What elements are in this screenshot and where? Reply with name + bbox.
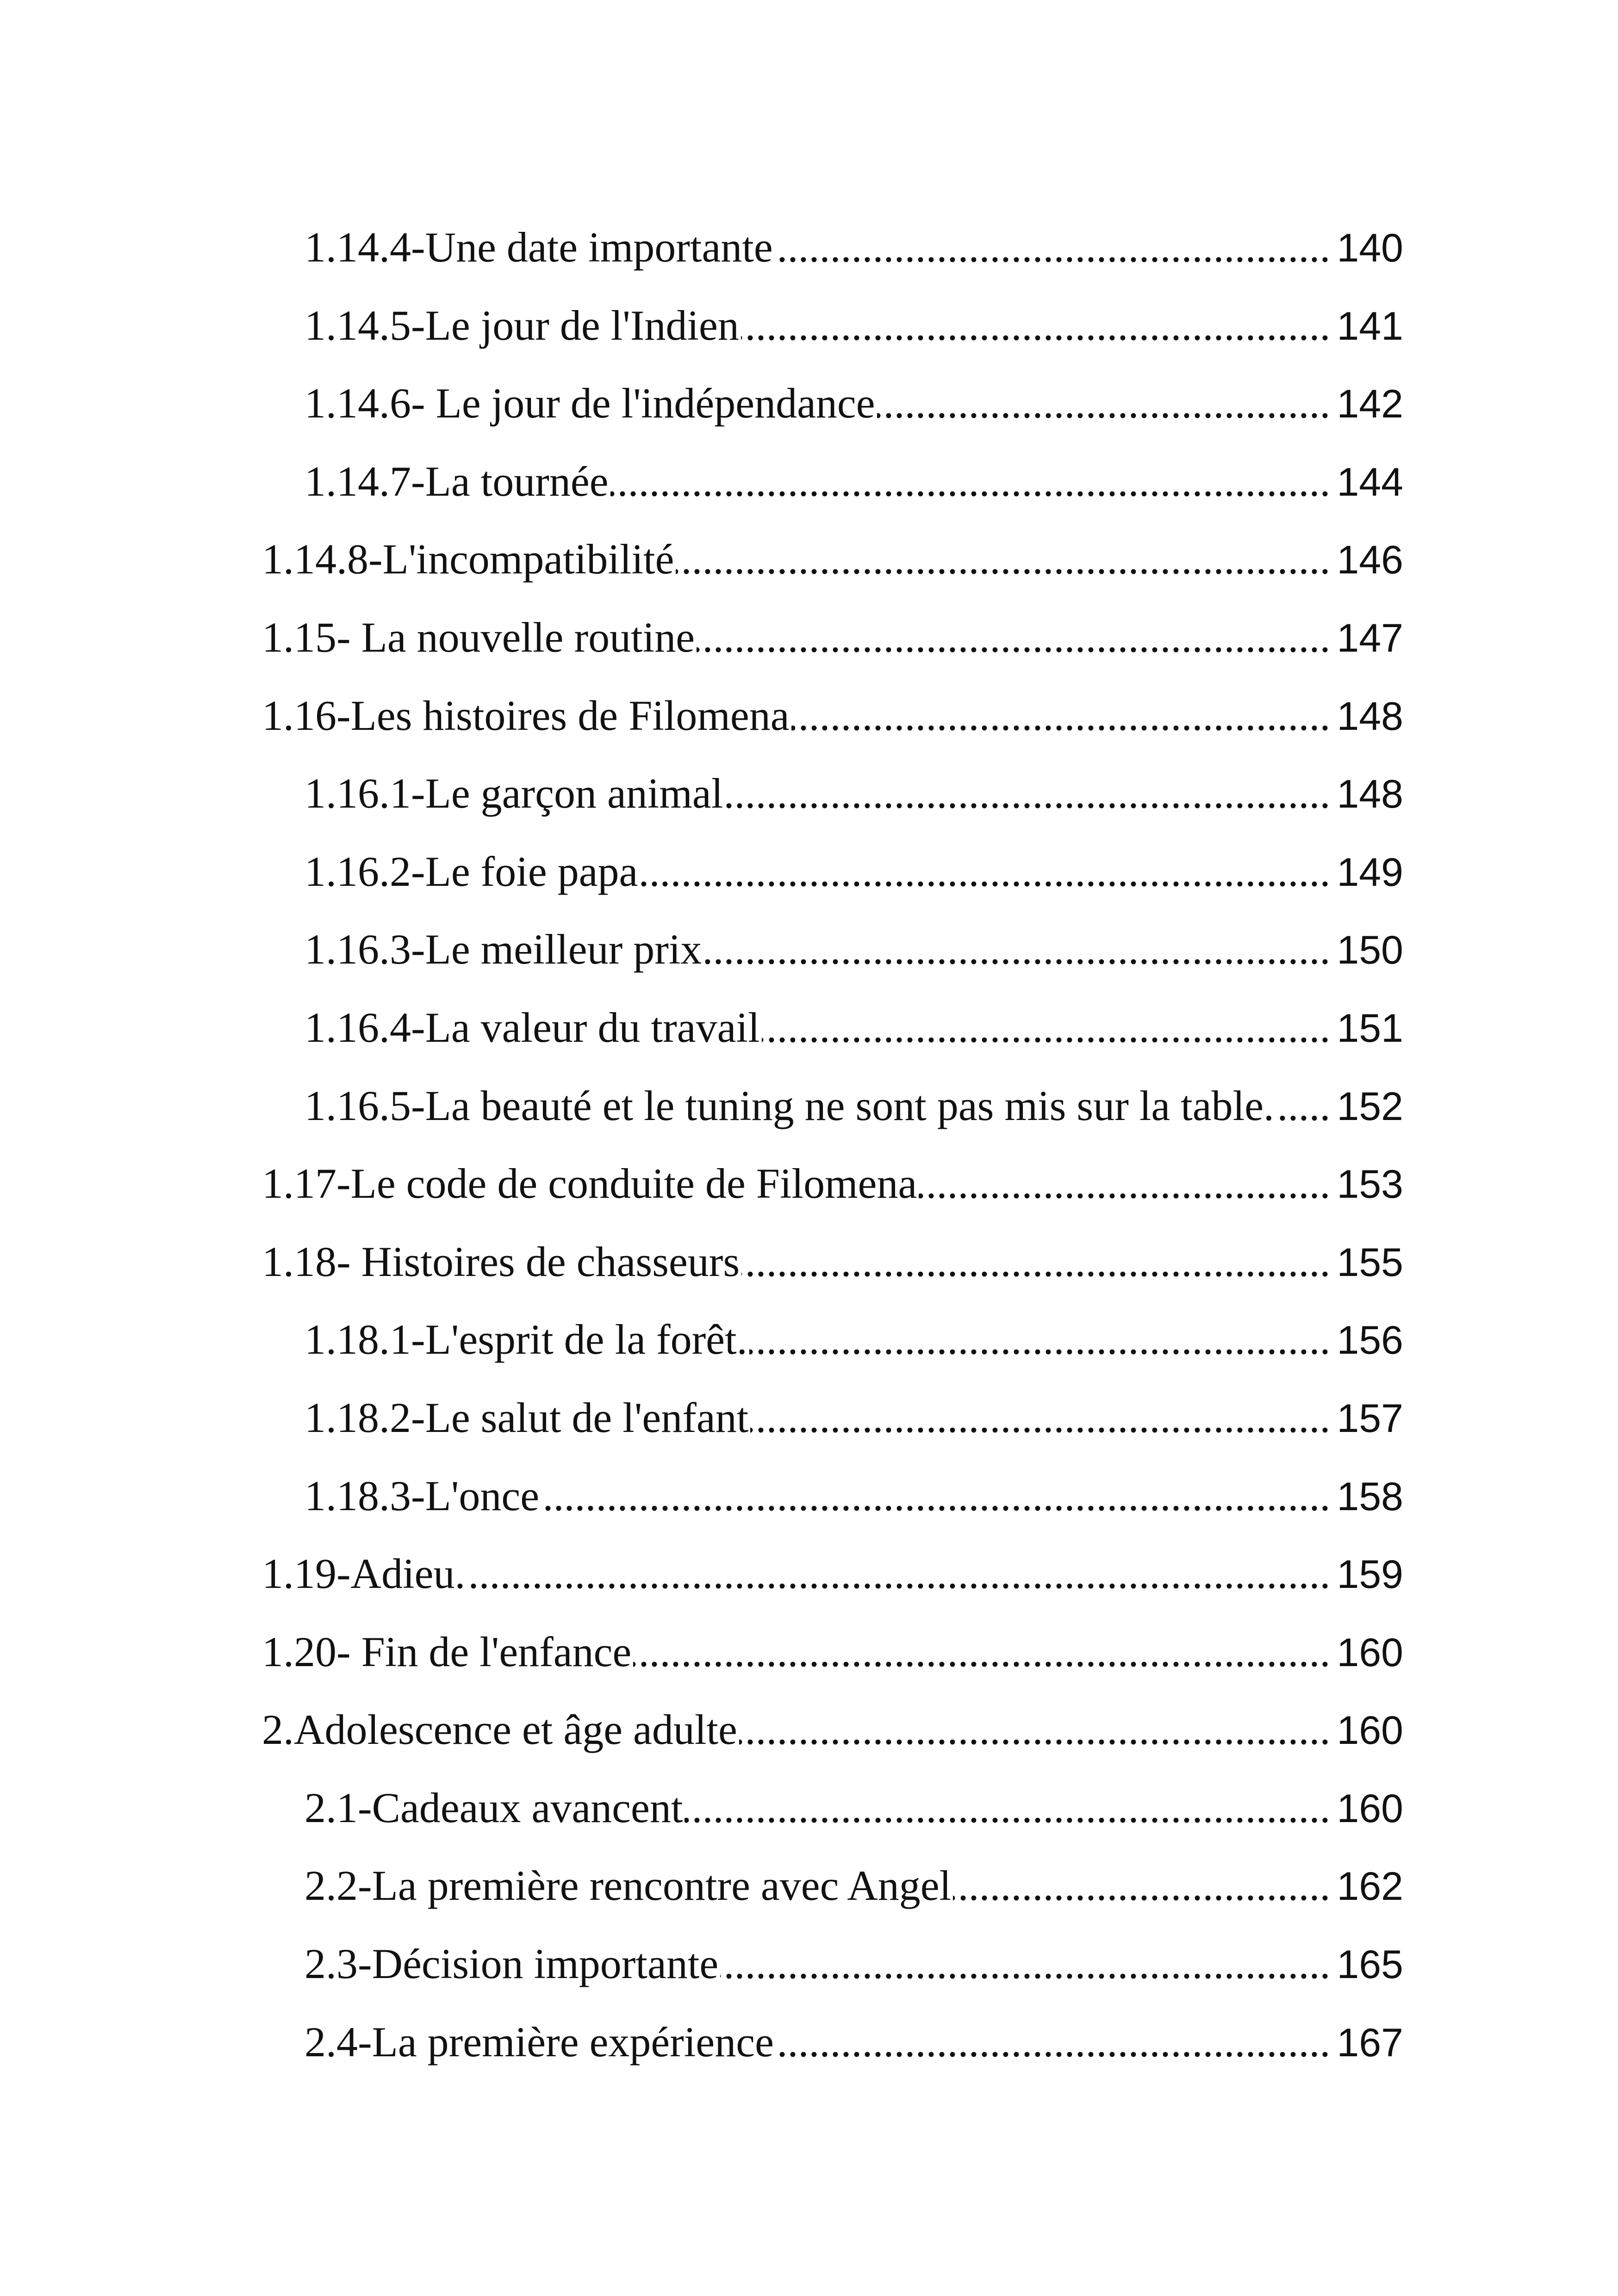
dot-leader xyxy=(541,1457,1330,1535)
toc-entry xyxy=(0,1067,1618,1145)
toc-entry xyxy=(0,910,1618,989)
toc-entry-title: 1.18.1-L'esprit de la forêt. xyxy=(305,1316,747,1363)
toc-entry-page-number: 162 xyxy=(1337,1864,1403,1909)
dot-leader xyxy=(685,1769,1330,1847)
toc-entry xyxy=(0,442,1618,521)
toc-entry-page-number: 156 xyxy=(1337,1318,1403,1363)
dot-leader xyxy=(762,989,1331,1067)
toc-entry xyxy=(0,1379,1618,1457)
toc-entry-page-number: 160 xyxy=(1337,1708,1403,1753)
toc-entry-page-number: 146 xyxy=(1337,538,1403,583)
toc-entry-page-number: 148 xyxy=(1337,694,1403,739)
toc-entry-page-number: 152 xyxy=(1337,1084,1403,1129)
toc-entry xyxy=(0,677,1618,755)
dot-leader xyxy=(610,442,1331,521)
toc-entry xyxy=(0,208,1618,286)
toc-entry xyxy=(0,1535,1618,1613)
toc-entry-title: 2.2-La première rencontre avec Angel xyxy=(305,1862,952,1910)
toc-entry xyxy=(0,2003,1618,2081)
toc-entry-title: 1.19-Adieu. xyxy=(262,1550,466,1598)
toc-entry xyxy=(0,520,1618,598)
toc-entry xyxy=(0,1613,1618,1691)
toc-entry-title: 1.14.6- Le jour de l'indépendance xyxy=(305,380,875,427)
toc-entry-page-number: 167 xyxy=(1337,2020,1403,2065)
toc-entry-title: 1.14.8-L'incompatibilité xyxy=(262,535,674,583)
dot-leader xyxy=(919,1145,1330,1223)
toc-entry-title: 1.14.5-Le jour de l'Indien xyxy=(305,301,739,349)
toc-entry xyxy=(0,833,1618,911)
dot-leader xyxy=(791,677,1331,755)
toc-entry-title: 1.20- Fin de l'enfance xyxy=(262,1628,632,1675)
toc-entry xyxy=(0,1145,1618,1223)
dot-leader xyxy=(776,2003,1331,2081)
toc-entry-page-number: 149 xyxy=(1337,850,1403,895)
toc-entry-title: 1.14.7-La tournée xyxy=(305,457,609,505)
table-of-contents xyxy=(0,208,1618,2081)
toc-entry-title: 1.15- La nouvelle routine xyxy=(262,613,695,661)
toc-entry-page-number: 158 xyxy=(1337,1474,1403,1519)
toc-entry-page-number: 160 xyxy=(1337,1786,1403,1831)
toc-entry-title: 2.3-Décision importante xyxy=(305,1940,719,1988)
dot-leader xyxy=(697,598,1330,677)
dot-leader xyxy=(749,1300,1331,1379)
toc-entry-title: 1.14.4-Une date importante xyxy=(305,224,773,271)
dot-leader xyxy=(703,910,1330,989)
toc-entry-title: 1.18.3-L'once xyxy=(305,1472,540,1519)
toc-entry xyxy=(0,754,1618,833)
toc-entry-page-number: 147 xyxy=(1337,616,1403,660)
toc-entry-page-number: 153 xyxy=(1337,1162,1403,1207)
toc-entry-title: 2.1-Cadeaux avancent xyxy=(305,1784,683,1831)
toc-entry-title: 1.16.5-La beauté et le tuning ne sont pas mis sur la table. xyxy=(305,1082,1275,1129)
dot-leader xyxy=(953,1847,1330,1925)
dot-leader xyxy=(775,208,1331,286)
toc-entry-title: 1.16.2-Le foie papa xyxy=(305,847,638,895)
toc-entry-page-number: 155 xyxy=(1337,1240,1403,1285)
toc-entry-page-number: 140 xyxy=(1337,226,1403,270)
dot-leader xyxy=(741,286,1331,365)
toc-entry-page-number: 141 xyxy=(1337,304,1403,348)
toc-entry-page-number: 150 xyxy=(1337,928,1403,973)
dot-leader xyxy=(877,364,1331,442)
toc-entry-title: 1.17-Le code de conduite de Filomena xyxy=(262,1160,917,1207)
toc-entry-page-number: 157 xyxy=(1337,1396,1403,1441)
toc-entry-title: 2.4-La première expérience xyxy=(305,2018,774,2066)
dot-leader xyxy=(741,1223,1330,1301)
toc-entry-title: 1.16.4-La valeur du travail xyxy=(305,1003,760,1051)
dot-leader xyxy=(1276,1067,1330,1145)
toc-entry xyxy=(0,989,1618,1067)
toc-entry xyxy=(0,598,1618,677)
dot-leader xyxy=(467,1535,1330,1613)
toc-entry xyxy=(0,364,1618,442)
toc-entry-page-number: 142 xyxy=(1337,382,1403,427)
toc-entry-title: 1.16-Les histoires de Filomena xyxy=(262,691,790,739)
dot-leader xyxy=(739,1691,1331,1769)
toc-entry-page-number: 160 xyxy=(1337,1630,1403,1675)
toc-entry-title: 1.16.3-Le meilleur prix xyxy=(305,926,702,973)
dot-leader xyxy=(725,754,1330,833)
toc-entry-title: 1.16.1-Le garçon animal xyxy=(305,770,723,817)
toc-entry-title: 1.18- Histoires de chasseurs xyxy=(262,1238,740,1285)
toc-entry xyxy=(0,1925,1618,2003)
toc-entry xyxy=(0,1691,1618,1769)
toc-entry xyxy=(0,1300,1618,1379)
toc-entry xyxy=(0,1457,1618,1535)
toc-entry-title: 1.18.2-Le salut de l'enfant xyxy=(305,1394,749,1441)
toc-entry-page-number: 148 xyxy=(1337,772,1403,817)
dot-leader xyxy=(720,1925,1330,2003)
toc-entry-title: 2.Adolescence et âge adulte xyxy=(262,1706,737,1754)
dot-leader xyxy=(633,1613,1330,1691)
dot-leader xyxy=(750,1379,1330,1457)
toc-entry xyxy=(0,1223,1618,1301)
toc-entry-page-number: 144 xyxy=(1337,460,1403,504)
toc-entry-page-number: 159 xyxy=(1337,1552,1403,1597)
toc-entry-page-number: 165 xyxy=(1337,1942,1403,1987)
toc-entry xyxy=(0,1769,1618,1847)
toc-entry-page-number: 151 xyxy=(1337,1006,1403,1051)
toc-entry xyxy=(0,1847,1618,1925)
toc-entry xyxy=(0,286,1618,365)
dot-leader xyxy=(640,833,1330,911)
dot-leader xyxy=(676,520,1330,598)
